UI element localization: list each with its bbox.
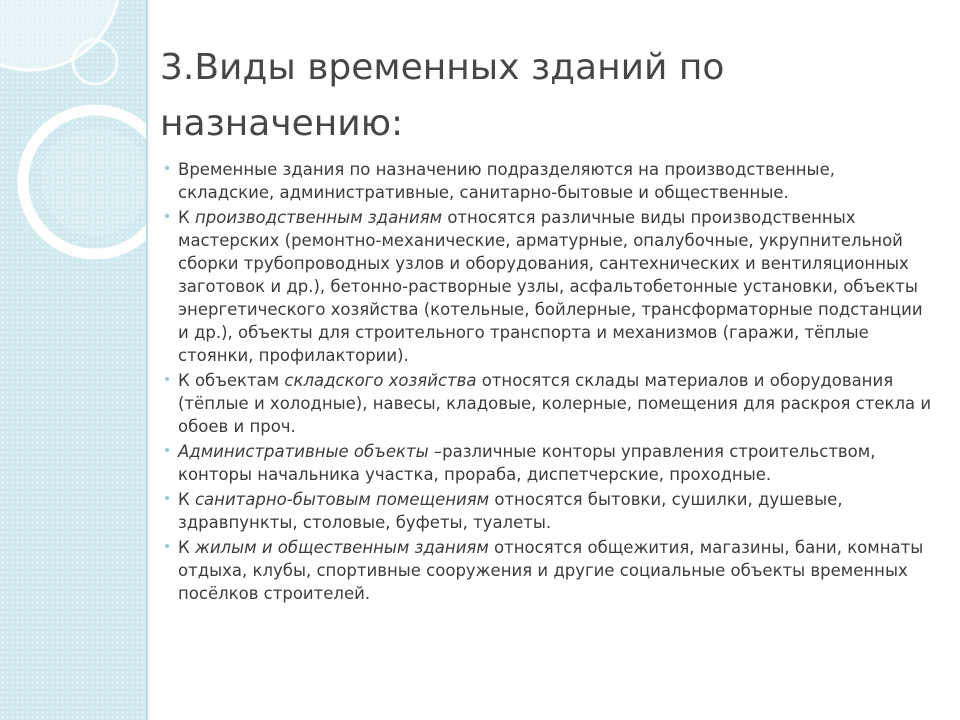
item-text: Временные здания по назначению подразделяются на производственные, складские, административные, санитарно-бытовые и общественные. [178, 160, 835, 202]
bullet-icon: • [163, 539, 172, 555]
bullet-icon: • [163, 491, 172, 507]
item-text-tail: относятся различные виды производственных мастерских (ремонтно-механические, арматурные, опалубочные, укрупнительной сборки трубопроводных узлов и оборудования, сантехнических и вентиляционных заготовок и др.), бетонно-растворные узлы, асфальтобетонные установки, объекты энергетического хозяйства (котельные, бойлерные, трансформаторные подстанции и др.), объекты для строительного транспорта и механизмов (гаражи, тёплые стоянки, профилактории). [178, 208, 923, 365]
item-text: К объектам [178, 371, 285, 390]
list-item [160, 206, 935, 367]
item-text-tail: –различные конторы управления строительством, конторы начальника участка, прораба, диспетчерские, проходные. [178, 442, 876, 484]
slide-title-line-2: назначению: [160, 103, 404, 144]
list-item [160, 369, 935, 438]
item-text: К [178, 490, 195, 509]
item-text-tail: относятся склады материалов и оборудования (тёплые и холодные), навесы, кладовые, колерные, помещения для раскроя стекла и обоев и проч. [178, 371, 932, 436]
item-text-tail: относятся бытовки, сушилки, душевые, здравпункты, столовые, буфеты, туалеты. [178, 490, 843, 532]
list-item [160, 488, 935, 534]
list-item [160, 158, 935, 204]
list-item [160, 536, 935, 605]
decorative-circles-graphic [0, 0, 148, 720]
side-band-edge [146, 0, 148, 720]
slide-title [160, 40, 920, 152]
item-text: К [178, 208, 195, 227]
item-text-tail: относятся общежития, магазины, бани, комнаты отдыха, клубы, спортивные сооружения и другие социальные объекты временных посёлков строителей. [178, 538, 924, 603]
slide-title-line-1: 3.Виды временных зданий по [160, 47, 725, 88]
item-emphasis: производственным зданиям [194, 208, 443, 227]
item-emphasis: складского хозяйства [284, 371, 477, 390]
item-text: К [178, 538, 195, 557]
bullet-icon: • [163, 161, 172, 177]
item-emphasis: Административные объекты [178, 442, 429, 461]
bullet-icon: • [163, 209, 172, 225]
bullet-icon: • [163, 372, 172, 388]
item-emphasis: жилым и общественным зданиям [194, 538, 489, 557]
decorative-side-band [0, 0, 148, 720]
bullet-list [160, 158, 935, 607]
item-emphasis: санитарно-бытовым помещениям [194, 490, 490, 509]
bullet-icon: • [163, 443, 172, 459]
list-item [160, 440, 935, 486]
